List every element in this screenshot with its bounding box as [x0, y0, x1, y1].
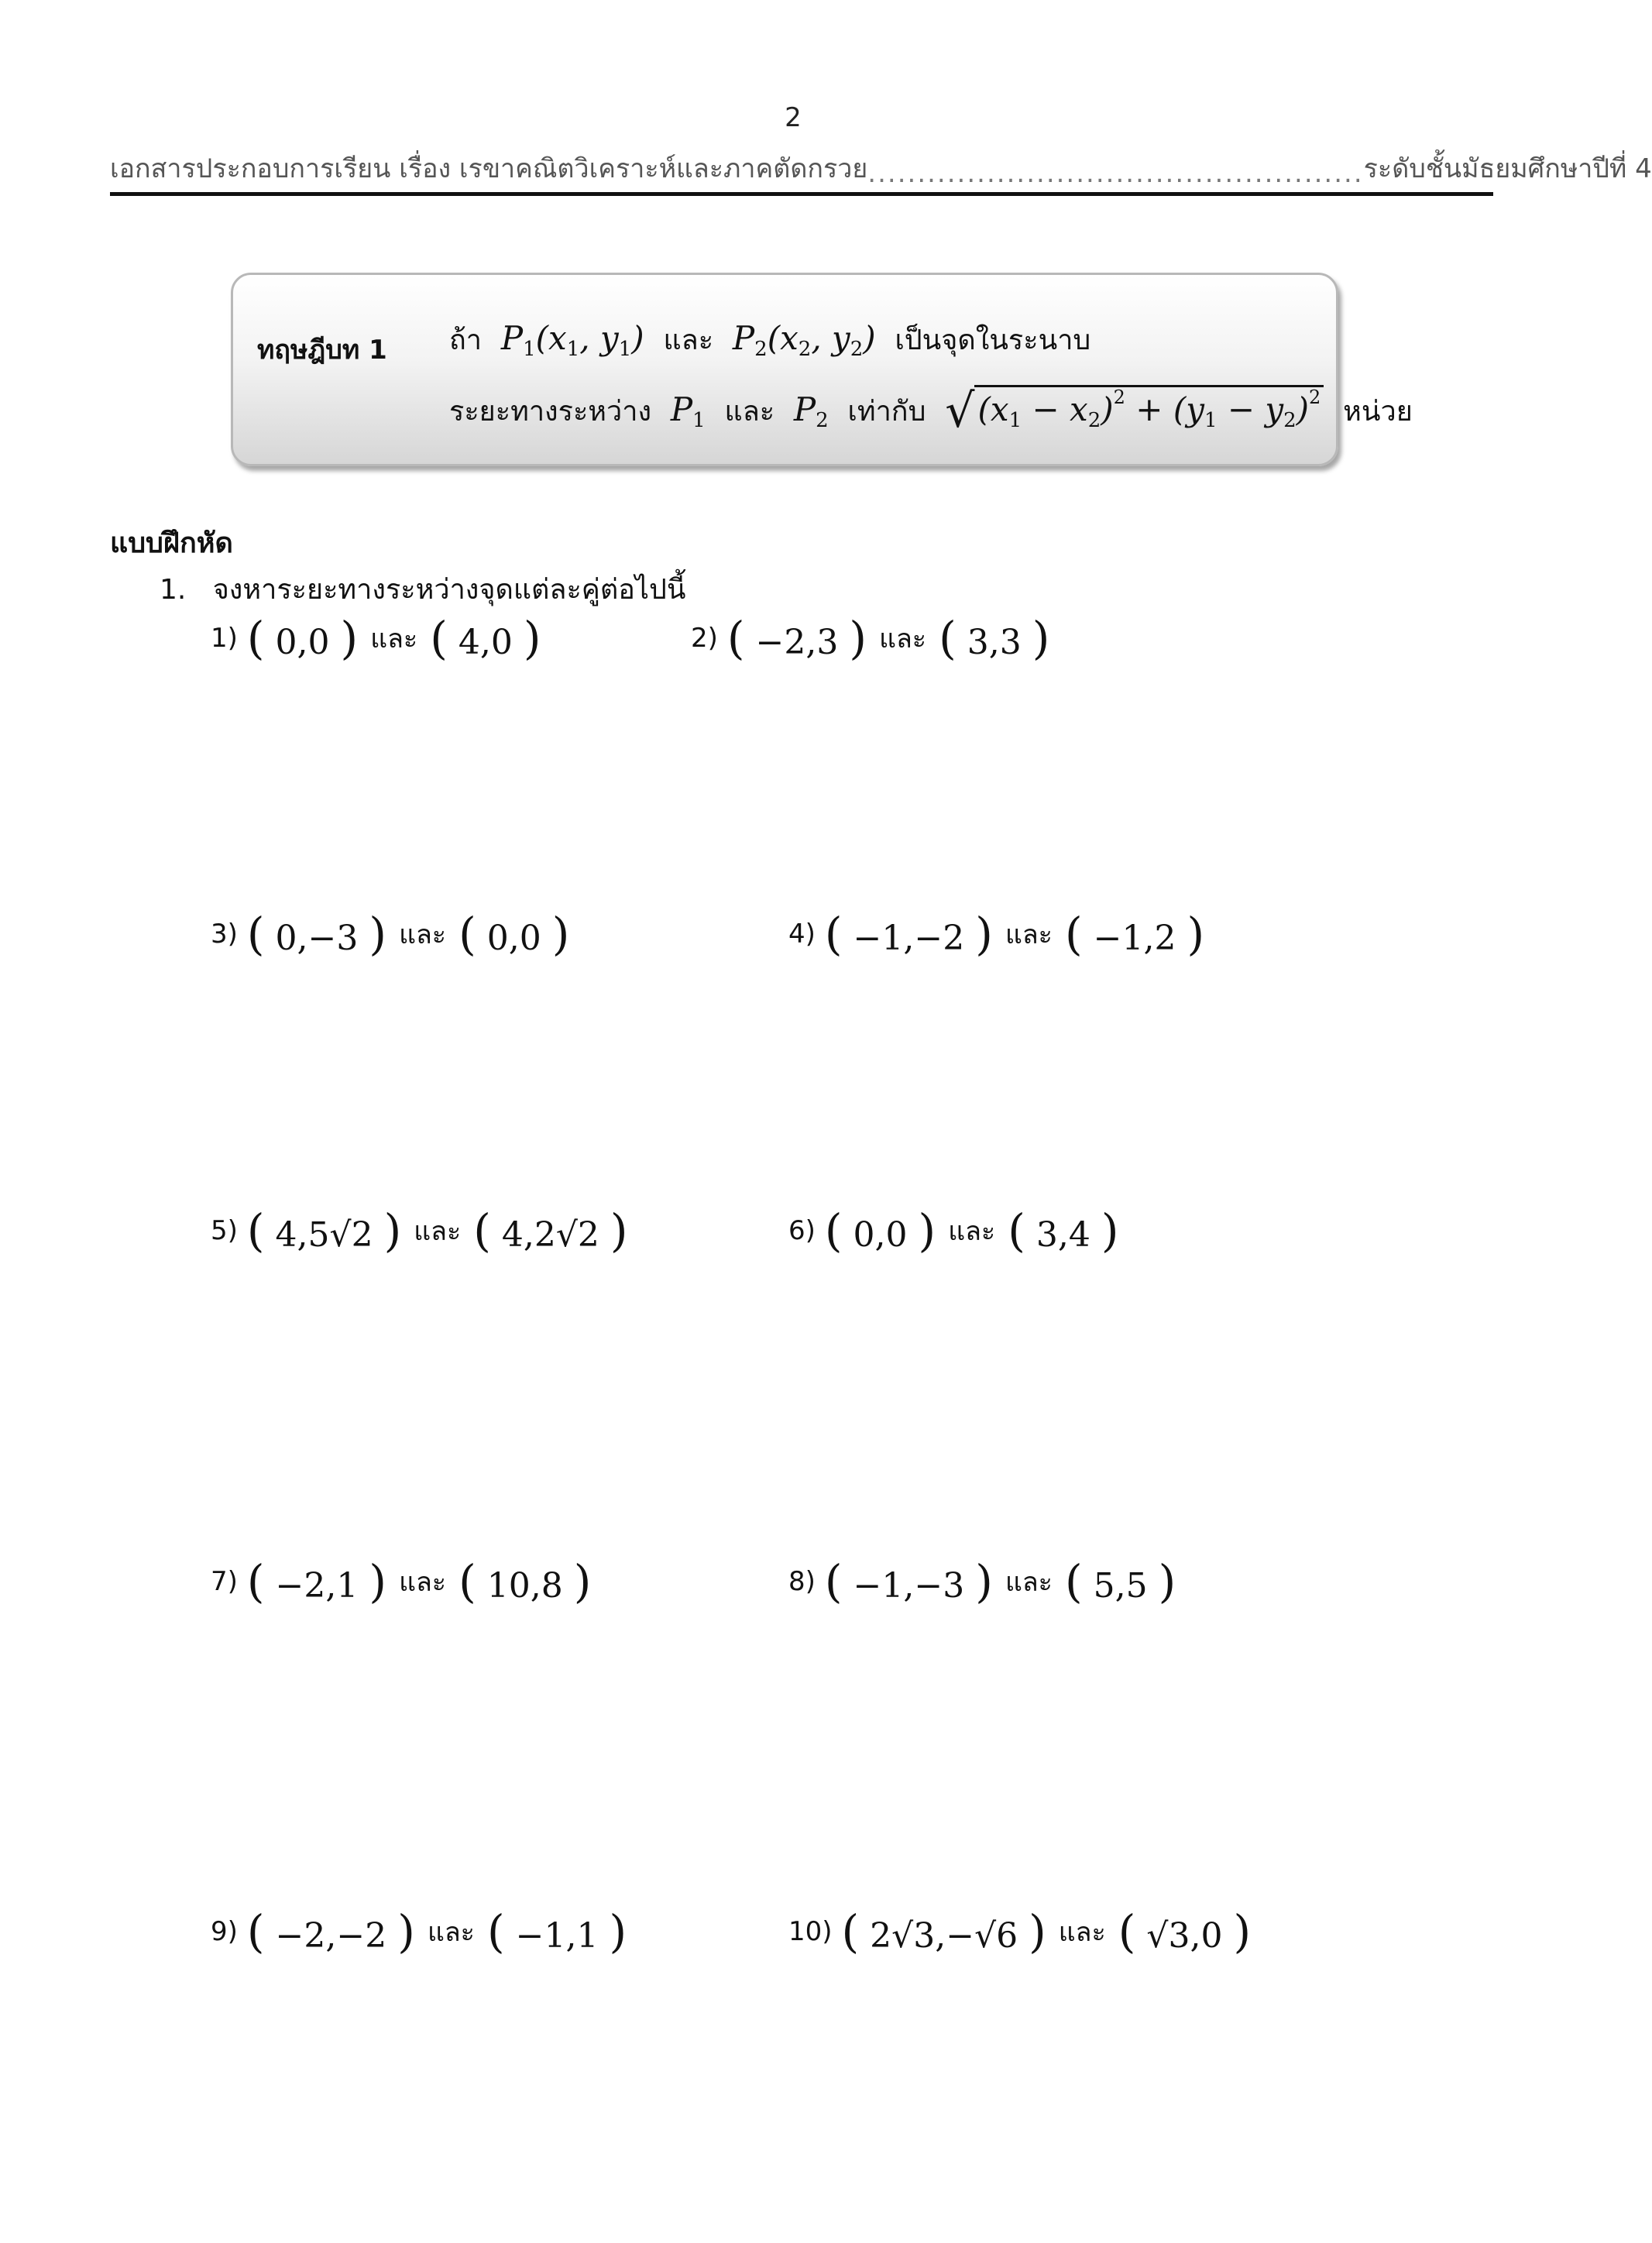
symbol-p2: $P_2$ — [783, 390, 829, 432]
point-p2-formula: $P_2(x_2$, $y_2$) — [722, 319, 887, 361]
exercise-number: 1. — [160, 574, 187, 606]
second-point: ( 4,2√2 ) — [473, 1204, 628, 1257]
exercise-instruction-text: จงหาระยะทางระหว่างจุดแต่ละคู่ต่อไปนี้ — [212, 574, 686, 606]
first-point: ( 2√3,−√6 ) — [841, 1905, 1046, 1958]
theorem-if-word: ถ้า — [449, 325, 483, 356]
second-point: ( 4,0 ) — [430, 612, 541, 665]
second-point: ( 5,5 ) — [1064, 1555, 1176, 1608]
header-rule — [110, 192, 1493, 196]
first-point: ( −2,−2 ) — [246, 1905, 415, 1958]
first-point: ( 0,0 ) — [824, 1204, 936, 1257]
problem-7 — [211, 1555, 591, 1608]
problem-number: 2) — [691, 623, 718, 654]
and-word: และ — [1005, 919, 1053, 950]
problem-number: 7) — [211, 1566, 238, 1597]
and-word: และ — [1058, 1917, 1106, 1948]
theorem-label: ทฤษฎีบท 1 — [257, 335, 387, 366]
and-word: และ — [948, 1216, 996, 1247]
second-point: ( 3,4 ) — [1008, 1204, 1119, 1257]
header-document-title: เอกสารประกอบการเรียน เรื่อง เรขาคณิตวิเคราะห์และภาคตัดกรวย — [110, 153, 868, 184]
first-point: ( −2,3 ) — [726, 612, 867, 665]
theorem-points-tail: เป็นจุดในระนาบ — [895, 325, 1091, 356]
second-point: ( √3,0 ) — [1118, 1905, 1252, 1958]
and-word: และ — [414, 1216, 462, 1247]
theorem-equals-word: เท่ากับ — [847, 396, 926, 428]
problem-5 — [211, 1204, 628, 1257]
header-dot-leader: .................................................. — [867, 158, 1364, 189]
theorem-conclusion — [449, 384, 1413, 438]
theorem-distance-head: ระยะทางระหว่าง — [449, 396, 652, 428]
theorem-and-word: และ — [663, 325, 714, 356]
first-point: ( −1,−2 ) — [824, 908, 993, 960]
and-word: และ — [370, 623, 418, 654]
exercise-title: แบบฝึกหัด — [110, 527, 233, 559]
theorem-hypothesis — [449, 318, 1090, 362]
problem-6 — [788, 1204, 1118, 1257]
problem-1 — [211, 612, 541, 665]
page-number: 2 — [785, 102, 802, 133]
and-word: และ — [399, 1567, 447, 1598]
first-point: ( 4,5√2 ) — [246, 1204, 402, 1257]
first-point: ( −2,1 ) — [246, 1555, 387, 1608]
second-point: ( 10,8 ) — [459, 1555, 592, 1608]
running-header — [110, 153, 1652, 189]
symbol-p1: $P_1$ — [660, 390, 706, 432]
theorem-and-word-2: และ — [724, 396, 775, 428]
and-word: และ — [1005, 1567, 1053, 1598]
problem-number: 6) — [788, 1215, 816, 1246]
problem-4 — [788, 908, 1204, 960]
problem-2 — [691, 612, 1049, 665]
problem-number: 4) — [788, 919, 816, 950]
second-point: ( 0,0 ) — [459, 908, 570, 960]
problem-number: 9) — [211, 1916, 238, 1947]
exercise-instruction — [160, 567, 685, 611]
and-word: และ — [427, 1917, 475, 1948]
first-point: ( 0,−3 ) — [246, 908, 387, 960]
first-point: ( −1,−3 ) — [824, 1555, 993, 1608]
and-word: และ — [399, 919, 447, 950]
problem-number: 10) — [788, 1916, 833, 1947]
problem-number: 3) — [211, 919, 238, 950]
problem-number: 5) — [211, 1215, 238, 1246]
problem-number: 8) — [788, 1566, 816, 1597]
second-point: ( −1,1 ) — [486, 1905, 627, 1958]
distance-formula: $√(x_1 - x_2)^2 + (y_1 - y_2)^2$ — [935, 390, 1334, 428]
problem-8 — [788, 1555, 1176, 1608]
theorem-unit-word: หน่วย — [1343, 396, 1413, 428]
header-grade-level: ระดับชั้นมัธยมศึกษาปีที่ 4 — [1363, 153, 1652, 184]
second-point: ( 3,3 ) — [939, 612, 1050, 665]
first-point: ( 0,0 ) — [246, 612, 359, 665]
point-p1-formula: $P_1(x_1$, $y_1$) — [490, 319, 654, 361]
problem-10 — [788, 1905, 1251, 1958]
problem-9 — [211, 1905, 627, 1958]
problem-3 — [211, 908, 569, 960]
problem-number: 1) — [211, 623, 238, 654]
and-word: และ — [879, 623, 927, 654]
second-point: ( −1,2 ) — [1064, 908, 1205, 960]
